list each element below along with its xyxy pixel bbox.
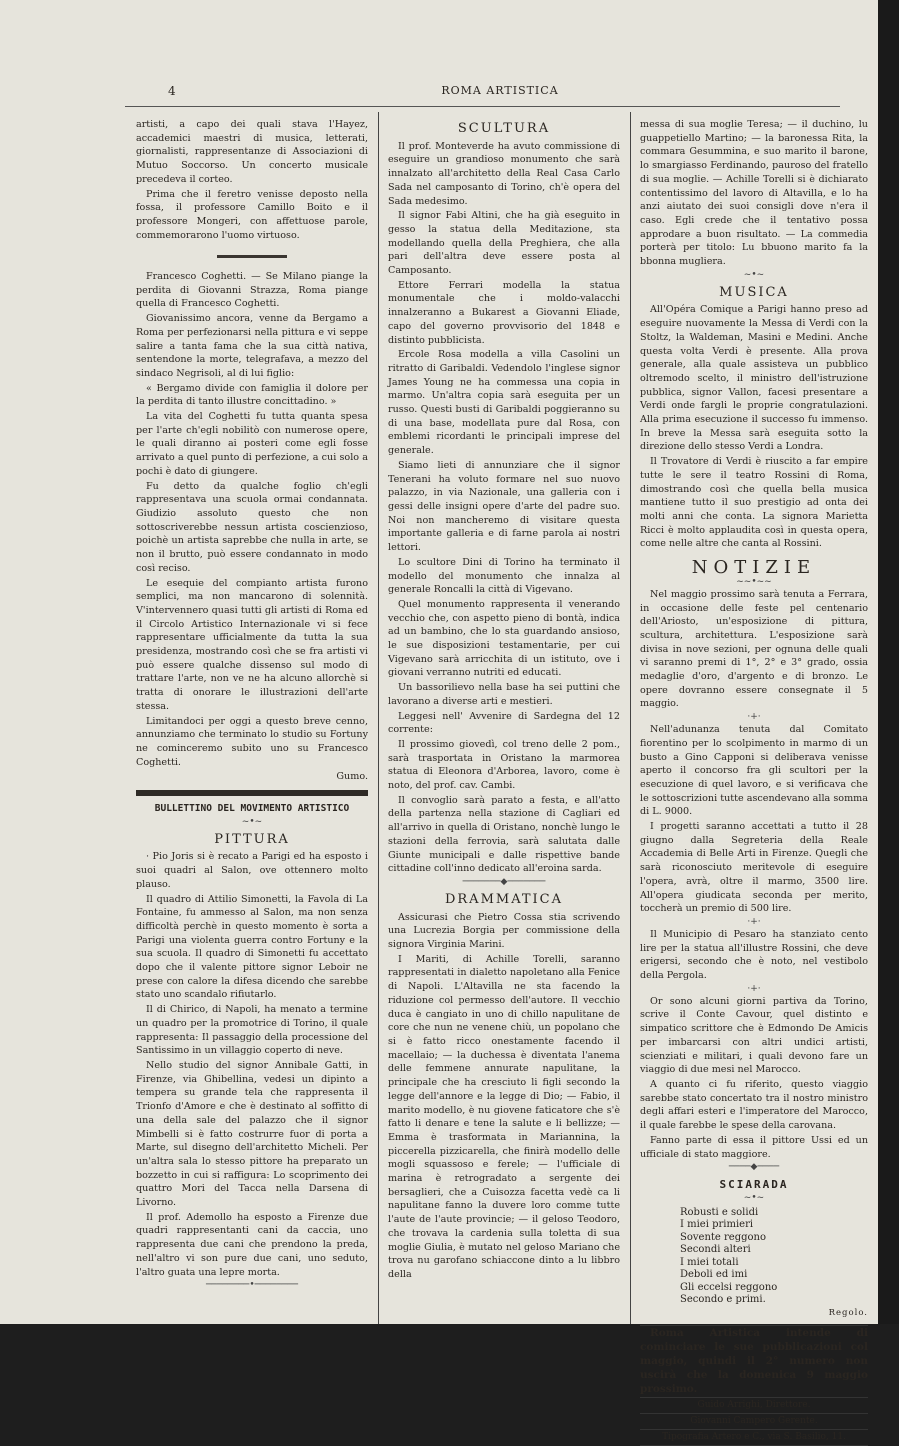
paragraph: Le esequie del compianto artista furono semplici, ma non mancarono di solennità. V'intervennero quasi tutti gli artisti di Roma ed il Circolo Artistico Internazionale vi si fece rappresentare ufficialmente da tutta la sua presidenza, mostrando così che se fra artisti vi può essere qualche dissenso sul modo di trattare l'arte, non ve ne ha alcuno allorchè si tratta di onorare le illustrazioni dell'arte stessa. bbox=[136, 577, 368, 712]
paragraph: Un bassorilievo nella base ha sei puttini che lavorano a diverse arti e mestieri. bbox=[388, 682, 620, 707]
poem-line: I miei totali bbox=[680, 1256, 739, 1268]
paragraph: Il prof. Monteverde ha avuto commissione di eseguire un grandioso monumento che sarà innalzato all'architetto della Real Casa Carlo Sada nel camposanto di Torino, ch'è opera del Sada medesimo. bbox=[388, 140, 620, 207]
section-heading: SCIARADA bbox=[719, 1178, 789, 1192]
ornament: ───────◆─────── bbox=[462, 876, 546, 887]
section-heading: DRAMMATICA bbox=[444, 891, 564, 907]
poem-line: Robusti e solidi bbox=[680, 1206, 759, 1218]
poem bbox=[680, 1207, 868, 1307]
ornament: ~~•~~ bbox=[736, 576, 772, 587]
column-3 bbox=[640, 118, 868, 1446]
paragraph: Nello studio del signor Annibale Gatti, in Firenze, via Ghibellina, vedesi un dipinto a tempera su grande tela che rappresenta il Trionfo d'Amore e che è destinato al soffitto di una della sale del palazzo che il signor Mimbelli si è fatto costrurre fuor di porta a Marte, sul disegno dell'architetto Micheli. Per un'altra sala lo stesso pittore ha preparato un bozzetto in cui si raffigura: Lo scoprimento dei quattro Mori del Tacca nella Darsena di Livorno. bbox=[136, 1060, 368, 1209]
paragraph: Assicurasi che Pietro Cossa stia scrivendo una Lucrezia Borgia per commissione della signora Virginia Marini. bbox=[388, 911, 620, 951]
paragraph: Giovanissimo ancora, venne da Bergamo a Roma per perfezionarsi nella pittura e vi seppe salire a tanta fama che la sua città nativa, sentendone la morte, telegrafava, a mezzo del sindaco Negrisoli, al di lui figlio: bbox=[136, 313, 368, 379]
bulletin-heading: BULLETTINO DEL MOVIMENTO ARTISTICO bbox=[154, 803, 350, 815]
poem-line: Sovente reggono bbox=[680, 1231, 766, 1243]
paragraph: Fu detto da qualche foglio ch'egli rappresentava una scuola ormai condannata. Giudizio assoluto questo che non sottoscriverebbe nessun artista coscienzioso, poichè un artista saprebbe che nulla in arte, se non il brutto, può essere condannato in modo così reciso. bbox=[136, 480, 368, 574]
poem-line: Deboli ed imi bbox=[680, 1269, 748, 1281]
section-heading: PITTURA bbox=[214, 831, 290, 847]
poem-line: Secondi alteri bbox=[680, 1244, 751, 1256]
paragraph: artisti, a capo dei quali stava l'Hayez, accademici maestri di musica, letterati, giornalisti, rappresentanze di Associazioni di Mutuo Soccorso. Un concerto musicale precedeva il corteo. bbox=[136, 119, 368, 185]
paragraph: · Pio Joris si è recato a Parigi ed ha esposto i suoi quadri al Salon, ove ottennero molto plauso. bbox=[136, 851, 368, 890]
paragraph: Il signor Fabi Altini, che ha già eseguito in gesso la statua della Meditazione, sta modellando quella della Preghiera, che alla pari dell'altra deve essere posta al Camposanto. bbox=[388, 210, 620, 277]
ornament: ────────•──────── bbox=[205, 1280, 298, 1291]
poem-line: I miei primieri bbox=[680, 1219, 754, 1231]
paragraph: Il di Chirico, di Napoli, ha menato a termine un quadro per la promotrice di Torino, il quale rappresenta: Il passaggio della processione del Santissimo in un villaggio coperto di neve. bbox=[136, 1004, 368, 1057]
ornament: ·+· bbox=[747, 916, 761, 927]
paragraph: I progetti saranno accettati a tutto il 28 giugno dalla Segreteria della Reale Accademia di Belle Arti in Firenze. Quegli che sarà riconosciuto meritevole di eseguire l'opera, avrà, oltre il marmo, 3500 lire. All'opera giudicata seconda per merito, toccherà un premio di 500 lire. bbox=[640, 821, 868, 915]
separator bbox=[136, 250, 368, 264]
ornament: ~•~ bbox=[743, 269, 765, 280]
ornament: ·+· bbox=[747, 983, 761, 994]
paragraph: Nell'adunanza tenuta dal Comitato fiorentino per lo scolpimento in marmo di un busto a Gino Capponi si deliberava venisse aperto il concorso fra gli scultori per la esecuzione di quel lavoro, e si verificava che le sottoscrizioni tutte ascendevano alla somma di L. 9000. bbox=[640, 724, 868, 818]
paragraph: Il prof. Ademollo ha esposto a Firenze due quadri rappresentanti cani da caccia, uno rappresenta due cani che prendono la preda, nell'altro vi son pure due cani, uno seduto, l'altro guata una lepre morta. bbox=[136, 1211, 368, 1278]
paragraph: Limitandoci per oggi a questo breve cenno, annunziamo che terminato lo studio su Fortuny ne cominceremo subito uno su Francesco Coghetti. bbox=[136, 715, 368, 768]
poem-line: Gli eccelsi reggono bbox=[680, 1281, 778, 1293]
column-2 bbox=[388, 118, 620, 1283]
paragraph: Nel maggio prossimo sarà tenuta a Ferrara, in occasione delle feste pel centenario dell'Ariosto, un'esposizione di pittura, scultura, architettura. L'esposizione sarà divisa in nove sezioni, per ognuna delle quali vi saranno premi di 1°, 2° e 3° grado, ossia medaglie d'oro, d'argento e di bronzo. Le opere dovranno essere consegnate il 5 maggio. bbox=[640, 588, 868, 710]
signature: Regolo. bbox=[828, 1307, 868, 1318]
scan-edge bbox=[878, 0, 899, 1324]
column-divider bbox=[630, 112, 631, 1324]
paragraph: Ettore Ferrari modella la statua monumentale che i moldo-valacchi innalzeranno a Bukarest a Giovanni Eliade, capo del governo provvisorio del 1848 e distinto pubblicista. bbox=[388, 279, 620, 346]
paragraph: Il convoglio sarà parato a festa, e all'atto della partenza nella stazione di Cagliari ed all'arrivo in quella di Oristano, nonchè lungo le stazioni della ferrovia, sarà salutata dalle Giunte municipali e dalle rispettive bande cittadine coll'inno dedicato all'eroina sarda. bbox=[388, 794, 620, 875]
paragraph: Quel monumento rappresenta il venerando vecchio che, con aspetto pieno di bontà, indica ad un bambino, che lo sta guardando ansioso, le sue disposizioni testamentarie, per cui Vigevano sarà arricchita di un istituto, ove i giovani verranno nutriti ed educati. bbox=[388, 598, 620, 679]
page-number: 4 bbox=[168, 84, 176, 98]
ornament: ~•~ bbox=[241, 816, 263, 827]
column-1 bbox=[136, 118, 368, 1291]
ornament: ────◆──── bbox=[728, 1162, 780, 1173]
section-heading: MUSICA bbox=[719, 284, 789, 300]
paragraph: Il Municipio di Pesaro ha stanziato cento lire per la statua all'illustre Rossini, che deve erigersi, secondo che è noto, nel vestibolo della Pergola. bbox=[640, 928, 868, 982]
gerente-line: Giovanni Campero Gerente. bbox=[640, 1413, 868, 1429]
printer-line: Tipografia Artero e C., via S. Basilio, 11. bbox=[640, 1429, 868, 1446]
director-line: Guido Arrighi, Direttore. bbox=[640, 1397, 868, 1413]
paragraph: A quanto ci fu riferito, questo viaggio sarebbe stato concertato tra il nostro ministro degli affari esteri e l'imperatore del Marocco, il quale farebbe le spese della carovana. bbox=[640, 1079, 868, 1132]
paragraph: I Mariti, di Achille Torelli, saranno rappresentati in dialetto napoletano alla Fenice di Napoli. L'Altavilla ne sta facendo la riduzione col permesso dell'autore. Il vecchio duca è cangiato in uno di chillo napulitane de core che nun ne venene chiù, un popolano che si è fatto ricco onestamente facendo il macellaio; — la duchessa è diventata l'anema delle femmene annurate napulitane, la principale che ha cresciuto li figli secondo la legge dell'annore e la legge di Dio; — Fabio, il marito modello, è nu giovene faticatore che s'è fatto li denare e tene la salute e li bellizze; — Emma è trasformata in Mariannina, la piccerella pizzicarella, che finirà modello delle mogli squassoso e ferele; — l'ufficiale di marina è retrogradato a sergente dei bersaglieri, che a Cuisozza facetta vedè ca li napulitane fanno la duvere loro comme tutte l'aute de l'aute provincie; — il geloso Teodoro, che trovava la cardenia sulla toletta di sua moglie Giulia, è mutato nel geloso Mariano che trova nu garofano schiaccone dinto a lu libbro della bbox=[388, 953, 620, 1280]
signature: Gumo. bbox=[336, 771, 368, 783]
poem-line: Secondo e primi. bbox=[680, 1294, 766, 1306]
announcement: Roma Artistica intende di cominciare le sue pubblicazioni col maggio, quindi il 2° numero non uscirà che la domenica 9 maggio prossimo. bbox=[640, 1326, 868, 1395]
paragraph: Siamo lieti di annunziare che il signor Tenerani ha voluto formare nel suo nuovo palazzo, in via Nazionale, una galleria con i gessi delle insigni opere d'arte del padre suo. Noi non mancheremo di visitare questa importante galleria e di farne parola ai nostri lettori. bbox=[388, 459, 620, 554]
paragraph: Ercole Rosa modella a villa Casolini un ritratto di Garibaldi. Vedendolo l'inglese signor James Young ne ha commessa una copia in marmo. Un'altra copia sarà eseguita per un russo. Questi busti di Garibaldi poggieranno su di una base, modellata pure dal Rosa, con emblemi ricordanti le principali imprese del generale. bbox=[388, 349, 620, 457]
section-bar bbox=[136, 790, 368, 796]
section-heading: SCULTURA bbox=[457, 121, 551, 136]
paragraph: Francesco Coghetti. — Se Milano piange la perdita di Giovanni Strazza, Roma piange quella di Francesco Coghetti. bbox=[136, 271, 368, 310]
paragraph: Or sono alcuni giorni partiva da Torino, scrive il Conte Cavour, quel distinto e simpatico scrittore che è Edmondo De Amicis per imbarcarsi con altri undici artisti, scienziati e militari, i quali devono fare un viaggio di due mesi nel Marocco. bbox=[640, 995, 868, 1076]
paragraph: Il Trovatore di Verdi è riuscito a far empire tutte le sere il teatro Rossini di Roma, dimostrando così che quella bella musica mantiene tutto il suo prestigio ad onta dei molti anni che conta. La signora Marietta Ricci è molto applaudita così in questa opera, come nelle altre che canta al Rossini. bbox=[640, 456, 868, 550]
header-rule bbox=[125, 106, 840, 107]
paragraph: Fanno parte di essa il pittore Ussi ed un ufficiale di stato maggiore. bbox=[640, 1134, 868, 1160]
section-heading: NOTIZIE bbox=[691, 557, 817, 579]
ornament: ·+· bbox=[747, 712, 761, 723]
running-title: ROMA ARTISTICA bbox=[441, 84, 559, 97]
ornament: ~•~ bbox=[743, 1192, 765, 1203]
column-divider bbox=[378, 112, 379, 1324]
paragraph: Lo scultore Dini di Torino ha terminato il modello del monumento che innalza al generale Roncalli la città di Vigevano. bbox=[388, 556, 620, 596]
paragraph: All'Opéra Comique a Parigi hanno preso ad eseguire nuovamente la Messa di Verdi con la Stoltz, la Waldeman, Masini e Medini. Anche questa volta Verdi è presente. Alla prova generale, alla quale assisteva un pubblico oltremodo scelto, il ministro dell'istruzione pubblica, signor Vallon, facesi presentare a Verdi onde fargli le proprie congratulazioni. Alla prima esecuzione il successo fu immenso. In breve la Messa sarà eseguita sotto la direzione dello stesso Verdi a Londra. bbox=[640, 304, 868, 453]
paragraph: Prima che il feretro venisse deposto nella fossa, il professore Camillo Boito e il professore Mongeri, con affettuose parole, commemorarono l'uomo virtuoso. bbox=[136, 188, 368, 241]
paragraph: Il quadro di Attilio Simonetti, la Favola di La Fontaine, fu ammesso al Salon, ma non senza difficoltà perchè in questo momento è sorta a Parigi una violenta guerra contro Fortuny e la sua scuola. Il quadro di Simonetti fu accettato dopo che il valente pittore signor Leboir ne prese con calore la difesa dicendo che sarebbe stato uno scandalo rifiutarlo. bbox=[136, 893, 368, 1001]
page-header bbox=[120, 84, 880, 106]
paragraph: Leggesi nell' Avvenire di Sardegna del 12 corrente: bbox=[388, 710, 620, 736]
paragraph: La vita del Coghetti fu tutta quanta spesa per l'arte ch'egli nobilitò con numerose opere, le quali diranno ai posteri come egli fosse arrivato a quel punto di perfezione, a cui solo a pochi è dato di giungere. bbox=[136, 411, 368, 477]
paragraph: Il prossimo giovedì, col treno delle 2 pom., sarà trasportata in Oristano la marmorea statua di Eleonora d'Arborea, lavoro, come è noto, del prof. cav. Cambi. bbox=[388, 738, 620, 792]
paragraph: messa di sua moglie Teresa; — il duchino, lu guappetiello Martino; — la baronessa Rita, la commara Gesummina, e suo marito il barone, lo smargiasso Ferdinando, pauroso del fratello di sua moglie. — Achille Torelli si è dichiarato contentissimo del lavoro di Altavilla, e lo ha anzi aiutato dei suoi consigli dove n'era il caso. Egli crede che il tentativo possa approdare a buon risultato. — La commedia porterà per titolo: Lu bbuono marito fa la bbonna mugliera. bbox=[640, 119, 868, 268]
paragraph: « Bergamo divide con famiglia il dolore per la perdita di tanto illustre concittadino. » bbox=[136, 382, 368, 408]
